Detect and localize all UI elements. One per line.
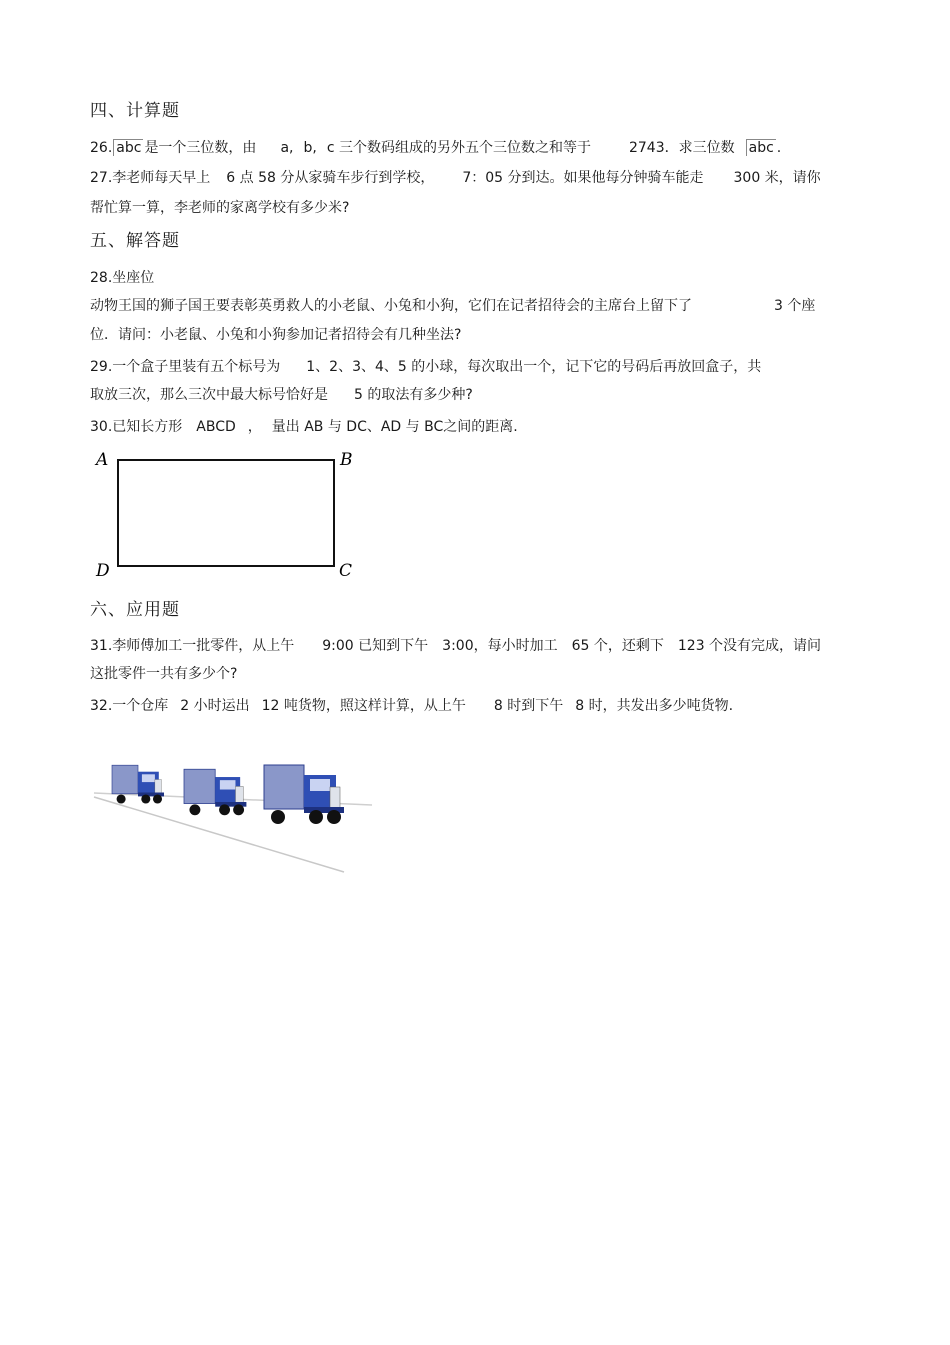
section-heading-answer: 五、解答题 [90, 231, 180, 251]
question-27-line-1: 27.李老师每天早上 6 点 58 分从家骑车步行到学校， 7：05 分到达。如果他每分钟骑车能走 300 米，请你 [90, 170, 821, 186]
rectangle-abcd-figure [90, 448, 370, 583]
vertex-label-b: B [340, 450, 353, 470]
truck-icon [184, 769, 246, 815]
question-30: 30.已知长方形 ABCD ， 量出 AB 与 DC、AD 与 BC之间的距离. [90, 419, 518, 435]
question-32: 32.一个仓库 2 小时运出 12 吨货物，照这样计算，从上午 8 时到下午 8 时，共发出多少吨货物. [90, 698, 734, 714]
question-29-line-1: 29.一个盒子里装有五个标号为 1、2、3、4、5 的小球，每次取出一个，记下它的号码后再放回盒子，共 [90, 359, 762, 375]
question-31-line-1: 31.李师傅加工一批零件，从上午 9:00 已知到下午 3:00，每小时加工 65 个，还剩下 123 个没有完成，请问 [90, 638, 822, 654]
question-28-title: 28.坐座位 [90, 270, 155, 286]
question-28-line-2: 位．请问：小老鼠、小兔和小狗参加记者招待会有几种坐法? [90, 327, 462, 343]
trucks-illustration [92, 755, 377, 875]
question-29-line-2: 取放三次，那么三次中最大标号恰好是 5 的取法有多少种? [90, 387, 473, 403]
section-heading-application: 六、应用题 [90, 600, 180, 620]
question-31-line-2: 这批零件一共有多少个? [90, 666, 238, 682]
vertex-label-a: A [96, 450, 109, 470]
rectangle-outline [118, 460, 334, 566]
overline-abc: abc [746, 139, 776, 156]
vertex-label-c: C [339, 561, 353, 581]
section-heading-calculation: 四、计算题 [90, 101, 180, 121]
question-28-line-1: 动物王国的狮子国王要表彰英勇救人的小老鼠、小兔和小狗，它们在记者招待会的主席台上留下了 3 个座 [90, 298, 816, 314]
overline-abc: abc [113, 139, 143, 156]
truck-icon [264, 765, 344, 824]
question-27-line-2: 帮忙算一算，李老师的家离学校有多少米? [90, 200, 350, 216]
truck-icon [112, 765, 164, 803]
question-26: 26. abc 是一个三位数，由 a, b, c 三个数码组成的另外五个三位数之和等于 2743．求三位数 abc . [90, 140, 782, 156]
vertex-label-d: D [96, 561, 110, 581]
